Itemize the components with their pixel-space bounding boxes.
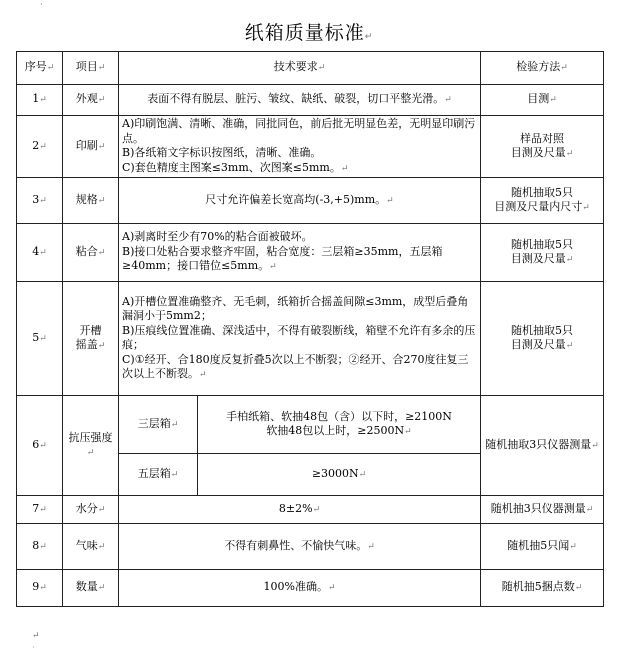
row-method <box>481 224 604 282</box>
row-item <box>63 85 119 116</box>
row-number <box>17 224 63 282</box>
row-item-text: 规格↵ <box>75 192 106 206</box>
row-item-text: 粘合↵ <box>75 244 106 258</box>
table-row <box>17 496 604 524</box>
row-number-text: 1↵ <box>32 92 47 106</box>
requirement-line: B)压痕线位置准确、深浅适中，不得有破裂断线，箱壁不允许有多余的压痕； <box>122 323 476 351</box>
row-number <box>17 570 63 607</box>
row-requirement <box>119 178 481 224</box>
requirement-line: 尺寸允许偏差长宽高均(-3,+5)mm。↵ <box>205 192 394 206</box>
requirement-line: 不得有刺鼻性、不愉快气味。↵ <box>224 538 375 552</box>
row-number-text: 6↵ <box>32 437 47 451</box>
row-number <box>17 496 63 524</box>
header-item: 项目↵ <box>63 52 119 85</box>
table-row <box>17 396 604 454</box>
method-line: 目测及尺量↵ <box>510 252 574 265</box>
row-method <box>481 178 604 224</box>
requirement-line: B)各纸箱文字标识按图纸，清晰、准确。 <box>122 146 322 159</box>
sub-layer-text: 五层箱↵ <box>137 466 179 480</box>
page-title: 纸箱质量标准↵ <box>244 22 374 44</box>
row-number <box>17 282 63 396</box>
requirement-line: 软抽48包以上时，≥2500N↵ <box>266 424 412 437</box>
row-method <box>481 524 604 570</box>
row-item-text: 水分↵ <box>75 501 106 515</box>
row-method <box>481 496 604 524</box>
row-item-text: 印刷↵ <box>75 138 106 152</box>
method-line: 随机抽取5只 <box>511 237 574 251</box>
row-method <box>481 116 604 178</box>
table-row <box>17 570 604 607</box>
row-requirement <box>119 85 481 116</box>
requirement-line: C)套色精度主图案≤3mm、次图案≤5mm。↵ <box>122 160 349 174</box>
row-method <box>481 396 604 496</box>
row-method <box>481 85 604 116</box>
row-item <box>63 524 119 570</box>
paragraph-mark: · <box>32 643 35 653</box>
table-row <box>17 116 604 178</box>
table-row <box>17 178 604 224</box>
row-number-text: 5↵ <box>32 330 47 344</box>
row-item <box>63 496 119 524</box>
method-line: 目测及尺量↵ <box>510 146 574 159</box>
row-requirement <box>119 116 481 178</box>
method-line: 随机抽取5只 <box>511 323 574 337</box>
row-requirement <box>198 396 481 454</box>
paragraph-mark: ↵ <box>32 631 40 641</box>
row-requirement <box>119 524 481 570</box>
requirement-line: A)剥离时至少有70%的粘合面被破坏。 <box>122 230 313 244</box>
header-method: 检验方法↵ <box>481 52 604 85</box>
row-requirement <box>119 282 481 396</box>
row-item <box>63 570 119 607</box>
row-requirement <box>119 570 481 607</box>
row-number-text: 4↵ <box>32 244 47 258</box>
table-row <box>17 85 604 116</box>
row-item-text: 抗压强度↵ <box>68 430 113 458</box>
row-number-text: 3↵ <box>32 192 47 206</box>
method-line: 随机抽5只闻↵ <box>507 538 577 552</box>
row-number <box>17 524 63 570</box>
row-item-text: 开槽 <box>79 323 102 337</box>
row-number-text: 7↵ <box>32 501 47 515</box>
row-requirement <box>119 496 481 524</box>
row-sub-layer <box>119 454 198 496</box>
row-item <box>63 224 119 282</box>
row-item <box>63 178 119 224</box>
row-requirement <box>198 454 481 496</box>
requirement-line: C)①经开、合180度反复折叠5次以上不断裂；②经开、合270度往复三次以上不断裂。↵ <box>122 352 469 380</box>
method-line: 随机抽取3只仪器测量↵ <box>485 437 599 451</box>
row-number <box>17 116 63 178</box>
row-sub-layer <box>119 396 198 454</box>
requirement-line: ≥3000N↵ <box>311 466 367 480</box>
row-number <box>17 178 63 224</box>
row-item <box>63 396 119 496</box>
requirement-line: A)印刷饱满、清晰、准确，同批同色，前后批无明显色差，无明显印刷污点。 <box>122 117 476 145</box>
row-item <box>63 282 119 396</box>
row-number-text: 9↵ <box>32 580 47 594</box>
sub-layer-text: 三层箱↵ <box>137 416 179 430</box>
row-item <box>63 116 119 178</box>
requirement-line: 100%准确。↵ <box>263 580 336 594</box>
row-item-text: 数量↵ <box>75 580 106 594</box>
row-number <box>17 396 63 496</box>
row-item-text: 气味↵ <box>75 538 106 552</box>
requirement-line: 8±2%↵ <box>278 501 321 515</box>
row-method <box>481 570 604 607</box>
method-line: 随机抽取5只 <box>511 185 574 199</box>
row-item-text: 摇盖↵ <box>75 338 106 351</box>
method-line: 目测↵ <box>527 92 557 106</box>
row-item-text: 外观↵ <box>75 92 106 106</box>
table-header-row <box>17 52 604 85</box>
row-method <box>481 282 604 396</box>
paragraph-mark: · <box>40 0 43 10</box>
requirement-line: 表面不得有脱层、脏污、皱纹、缺纸、破裂，切口平整光滑。↵ <box>147 92 452 106</box>
table-row <box>17 224 604 282</box>
requirement-line: A)开槽位置准确整齐、无毛刺，纸箱折合摇盖间隙≤3mm，成型后叠角漏洞小于5mm2； <box>122 294 469 322</box>
method-line: 目测及尺量内尺寸↵ <box>494 200 590 213</box>
requirement-line: B)接口处粘合要求整齐牢固，粘合宽度：三层箱≥35mm，五层箱≥40mm；接口错位≤5mm。↵ <box>122 244 443 273</box>
quality-standard-table <box>16 51 604 607</box>
method-line: 随机抽5捆点数↵ <box>501 580 583 594</box>
method-line: 样品对照 <box>520 131 565 145</box>
row-number-text: 2↵ <box>32 138 47 152</box>
row-requirement <box>119 224 481 282</box>
header-no: 序号↵ <box>17 52 63 85</box>
method-line: 目测及尺量↵ <box>510 338 574 351</box>
header-requirements: 技术要求↵ <box>119 52 481 85</box>
table-row <box>17 282 604 396</box>
row-number-text: 8↵ <box>32 538 47 552</box>
method-line: 随机抽3只仪器测量↵ <box>490 501 594 515</box>
requirement-line: 手柏纸箱、软抽48包（含）以下时，≥2100N <box>226 409 452 423</box>
table-row <box>17 524 604 570</box>
row-number <box>17 85 63 116</box>
